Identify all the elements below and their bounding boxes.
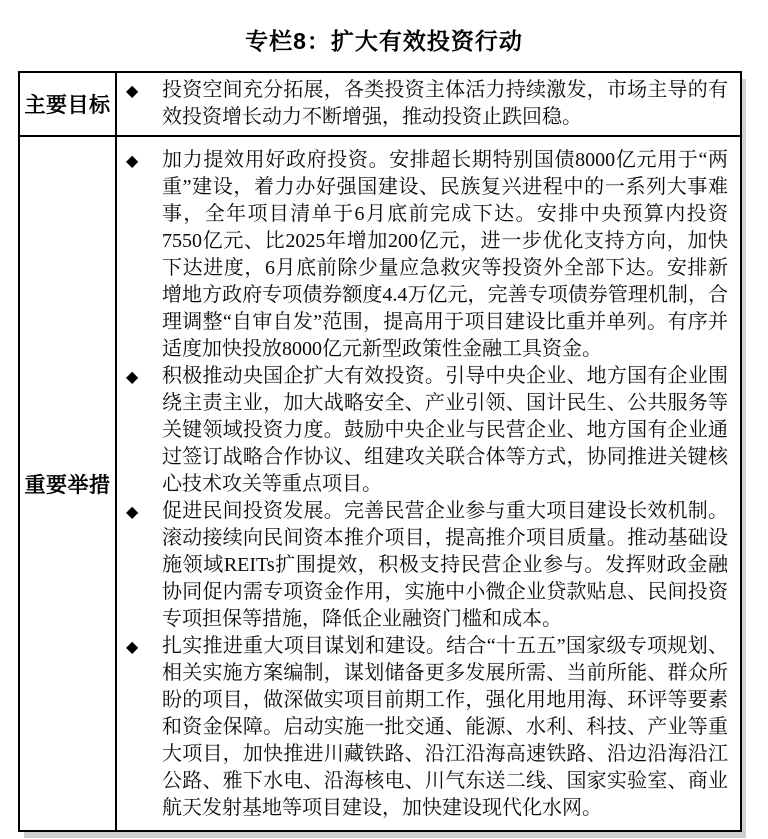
bullet-text-government-investment: 加力提效用好政府投资。安排超长期特别国债8000亿元用于“两重”建设，着力办好强国建设、民族复兴进程中的一系列大事难事，全年项目清单于6月底前完成下达。安排中央预算内投资7550亿元、比2025年增加200亿元，进一步优化支持方向，加快下达进度，6月底前除少量应急救灾等投资外全部下达。安排新增地方政府专项债券额度4.4万亿元，完善专项债券管理机制，合理调整“自审自发”范围，提高用于项目建设比重并单列。有序并适度加快投放8000亿元新型政策性金融工具资金。 xyxy=(162,149,728,360)
list-item xyxy=(117,147,728,363)
page-title: 专栏8：扩大有效投资行动 xyxy=(245,28,523,54)
diamond-bullet-icon: ◆ xyxy=(126,637,139,656)
diamond-bullet-icon: ◆ xyxy=(126,151,139,170)
list-item xyxy=(117,77,728,131)
bullet-text-soe-investment: 积极推动央国企扩大有效投资。引导中央企业、地方国有企业围绕主责主业，加大战略安全、产业引领、国计民生、公共服务等关键领域投资力度。鼓励中央企业与民营企业、地方国有企业通过签订战略合作协议、组建攻关联合体等方式，协同推进关键核心技术攻关等重点项目。 xyxy=(162,365,728,495)
bullet-text-major-projects: 扎实推进重大项目谋划和建设。结合“十五五”国家级专项规划、相关实施方案编制，谋划储备更多发展所需、当前所能、群众所盼的项目，做深做实项目前期工作，强化用地用海、环评等要素和资金保障。启动实施一批交通、能源、水利、科技、产业等重大项目，加快推进川藏铁路、沿江沿海高速铁路、沿边沿海沿江公路、雅下水电、沿海核电、川气东送二线、国家实验室、商业航天发射基地等项目建设，加快建设现代化水网。 xyxy=(162,635,728,819)
key-measures-cell xyxy=(117,137,740,830)
policy-column-table xyxy=(18,71,742,832)
list-item xyxy=(117,633,728,822)
row-label-main-goals: 主要目标 xyxy=(20,73,117,137)
bullet-text-goal: 投资空间充分拓展，各类投资主体活力持续激发，市场主导的有效投资增长动力不断增强，推动投资止跌回稳。 xyxy=(162,79,728,128)
row-label-key-measures: 重要举措 xyxy=(20,137,117,830)
diamond-bullet-icon: ◆ xyxy=(126,502,139,521)
diamond-bullet-icon: ◆ xyxy=(126,81,139,100)
bullet-text-private-investment: 促进民间投资发展。完善民营企业参与重大项目建设长效机制。滚动接续向民间资本推介项目，提高推介项目质量。推动基础设施领域REITs扩围提效，积极支持民营企业参与。发挥财政金融协同促内需专项资金作用，实施中小微企业贷款贴息、民间投资专项担保等措施，降低企业融资门槛和成本。 xyxy=(162,500,728,630)
diamond-bullet-icon: ◆ xyxy=(126,367,139,386)
list-item xyxy=(117,498,728,633)
main-goals-cell xyxy=(117,73,740,137)
list-item xyxy=(117,363,728,498)
